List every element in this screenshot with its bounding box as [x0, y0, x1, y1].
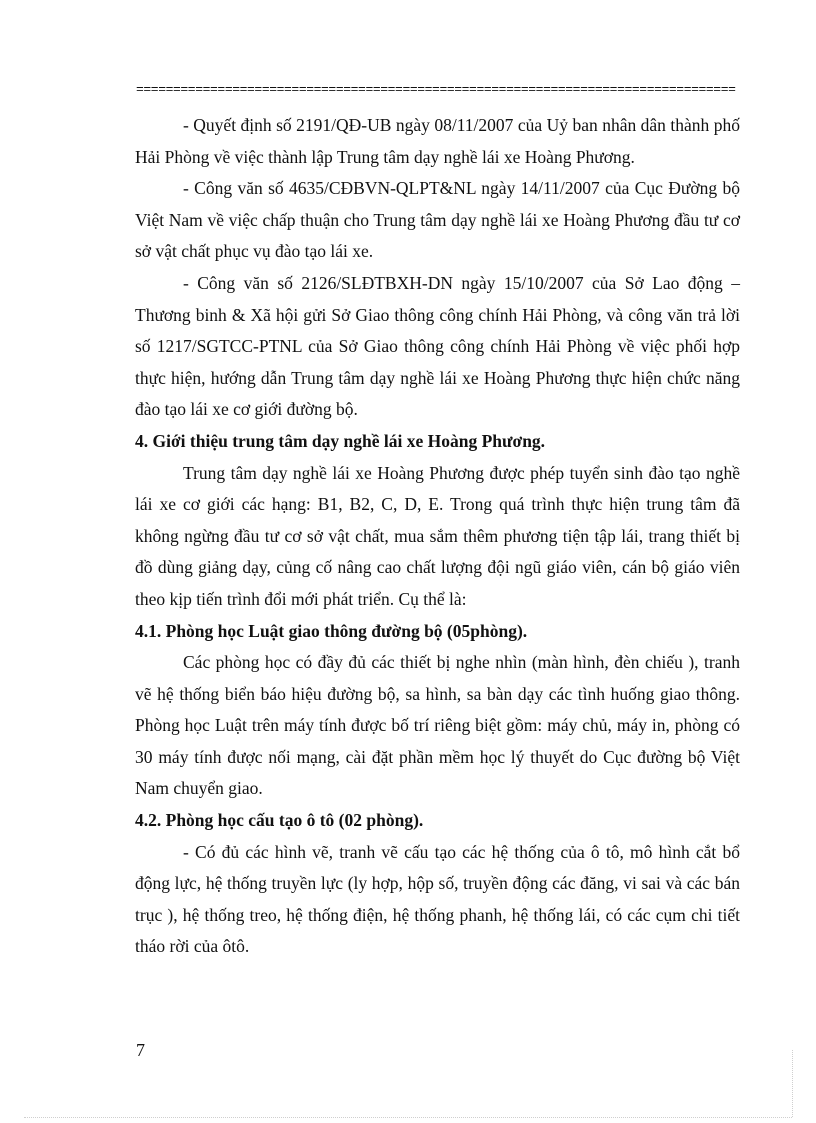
page-right-border [792, 1050, 793, 1117]
section-heading-4-2: 4.2. Phòng học cấu tạo ô tô (02 phòng). [135, 810, 424, 831]
section-heading-4: 4. Giới thiệu trung tâm dạy nghề lái xe Hoàng Phương. [135, 430, 546, 451]
paragraph-dispatch-2126: - Công văn số 2126/SLĐTBXH-DN ngày 15/10/2007 của Sở Lao động – Thương binh & Xã hội gửi Sở Giao thông công chính Hải Phòng, và công văn trả lời số 1217/SGTCC-PTNL của Sở Giao thông công chính Hải Phòng về việc phối hợp thực hiện, hướng dẫn Trung tâm dạy nghề lái xe Hoàng Phương thực hiện chức năng đào tạo lái xe cơ giới đường bộ. [135, 272, 740, 420]
page-bottom-border [24, 1117, 792, 1118]
paragraph-dispatch-4635: - Công văn số 4635/CĐBVN-QLPT&NL ngày 14/11/2007 của Cục Đường bộ Việt Nam về việc chấp thuận cho Trung tâm dạy nghề lái xe Hoàng Phương đầu tư cơ sở vật chất phục vụ đào tạo lái xe. [135, 178, 740, 262]
paragraph-center-intro: Trung tâm dạy nghề lái xe Hoàng Phương được phép tuyển sinh đào tạo nghề lái xe cơ giới các hạng: B1, B2, C, D, E. Trong quá trình thực hiện trung tâm đã không ngừng đầu tư cơ sở vật chất, mua sắm thêm phương tiện tập lái, trang thiết bị đồ dùng giảng dạy, củng cố nâng cao chất lượng đội ngũ giáo viên, cán bộ giáo viên theo kịp tiến trình đổi mới phát triển. Cụ thể là: [135, 462, 740, 609]
paragraph-law-classrooms: Các phòng học có đầy đủ các thiết bị nghe nhìn (màn hình, đèn chiếu ), tranh vẽ hệ thống biển báo hiệu đường bộ, sa hình, sa bàn dạy các tình huống giao thông. Phòng học Luật trên máy tính được bố trí riêng biệt gồm: máy chủ, máy in, phòng có 30 máy tính được nối mạng, cài đặt phần mềm học lý thuyết do Cục đường bộ Việt Nam chuyển giao. [135, 652, 740, 799]
paragraph-car-structure-rooms: - Có đủ các hình vẽ, tranh vẽ cấu tạo các hệ thống của ô tô, mô hình cắt bổ động lực, hệ thống truyền lực (ly hợp, hộp số, truyền động các đăng, vi sai và các bán trục ), hệ thống treo, hệ thống điện, hệ thống phanh, hệ thống lái, có các cụm chi tiết tháo rời của ôtô. [135, 841, 740, 957]
header-separator: ================================================================================= [136, 82, 736, 97]
section-heading-4-1: 4.1. Phòng học Luật giao thông đường bộ (05phòng). [135, 620, 528, 641]
page-number: 7 [136, 1040, 145, 1060]
document-body [135, 110, 740, 963]
paragraph-decision-2191: - Quyết định số 2191/QĐ-UB ngày 08/11/2007 của Uỷ ban nhân dân thành phố Hải Phòng về việc thành lập Trung tâm dạy nghề lái xe Hoàng Phương. [135, 115, 740, 167]
